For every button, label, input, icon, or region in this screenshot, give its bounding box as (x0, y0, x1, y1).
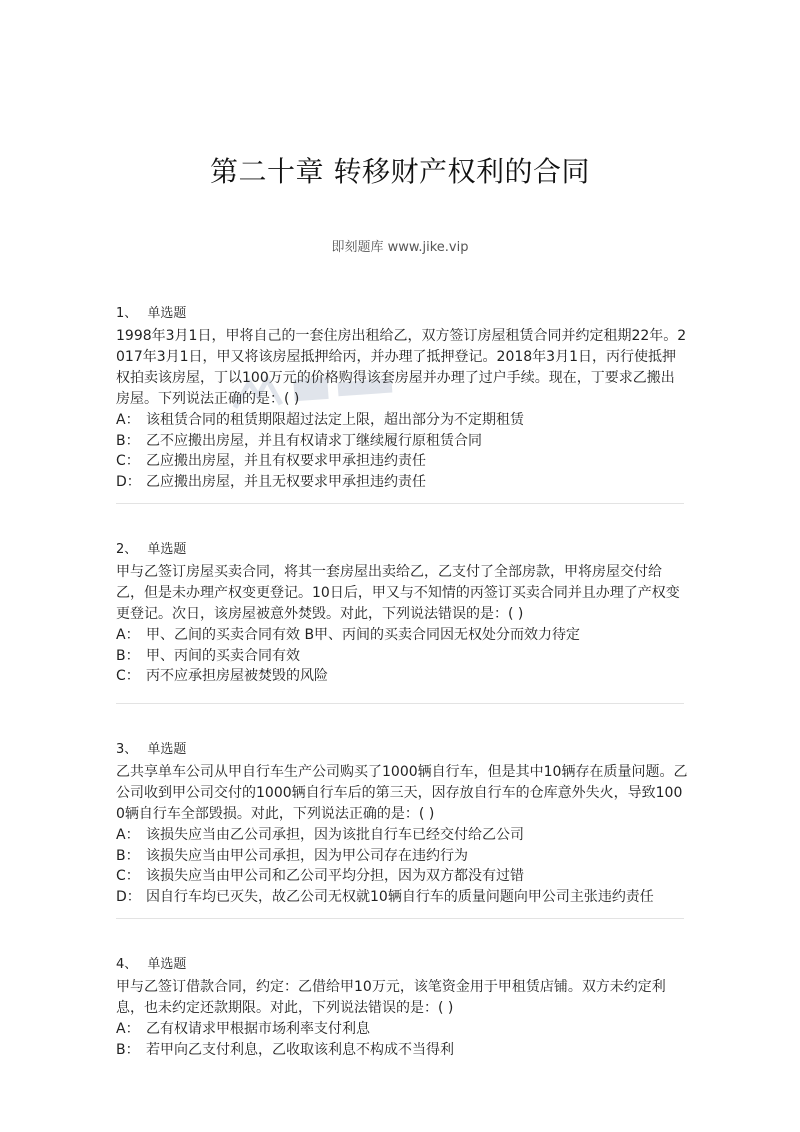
option-key: D： (116, 888, 141, 905)
question-text: 甲与乙签订房屋买卖合同，将其一套房屋出卖给乙，乙支付了全部房款，甲将房屋交付给乙，但是未办理产权变更登记。10日后，甲又与不知情的丙签订买卖合同并且办理了产权变更登记。次日，该房屋被意外焚毁。对此，下列说法错误的是：( ) (116, 564, 680, 622)
question-2 (116, 540, 688, 687)
question-header (116, 540, 688, 560)
option-text: 乙应搬出房屋，并且有权要求甲承担违约责任 (146, 453, 426, 469)
option-b (116, 646, 688, 667)
question-text: 1998年3月1日，甲将自己的一套住房出租给乙，双方签订房屋租赁合同并约定租期22年。2017年3月1日，甲又将该房屋抵押给丙，并办理了抵押登记。2018年3月1日，丙行使抵押权拍卖该房屋，丁以100万元的价格购得该套房屋并办理了过户手续。现在，丁要求乙搬出房屋。下列说法正确的是：( ) (116, 328, 687, 407)
question-number: 2、 (116, 542, 138, 557)
option-text: 该损失应当由甲公司和乙公司平均分担，因为双方都没有过错 (146, 868, 524, 884)
option-a (116, 825, 688, 846)
option-a (116, 1019, 688, 1040)
question-type: 单选题 (147, 742, 187, 757)
document-subtitle: 即刻题库 www.jike.vip (331, 240, 469, 255)
option-text: 甲、丙间的买卖合同有效 (146, 647, 300, 664)
option-key: A： (116, 1021, 140, 1037)
option-text: 该损失应当由乙公司承担，因为该批自行车已经交付给乙公司 (146, 827, 524, 843)
option-b (116, 846, 688, 867)
option-a (116, 625, 688, 646)
option-text: 乙应搬出房屋，并且无权要求甲承担违约责任 (146, 473, 426, 490)
question-3 (116, 740, 688, 907)
question-4 (116, 955, 688, 1060)
question-text: 乙共享单车公司从甲自行车生产公司购买了1000辆自行车，但是其中10辆存在质量问题。乙公司收到甲公司交付的1000辆自行车后的第三天，因存放自行车的仓库意外失火，导致1000辆自行车全部毁损。对此，下列说法正确的是：( ) (116, 764, 688, 822)
option-c (116, 866, 688, 887)
question-header (116, 740, 688, 760)
question-number: 3、 (116, 742, 138, 757)
option-text: 若甲向乙支付利息，乙收取该利息不构成不当得利 (146, 1041, 454, 1058)
question-number: 1、 (116, 306, 138, 321)
option-key: B： (116, 647, 140, 664)
option-d (116, 887, 688, 908)
question-type: 单选题 (147, 957, 187, 972)
option-key: C： (116, 453, 140, 469)
option-c (116, 451, 688, 472)
option-text: 甲、乙间的买卖合同有效 B甲、丙间的买卖合同因无权处分而效力待定 (146, 627, 581, 643)
option-b (116, 431, 688, 452)
option-key: C： (116, 868, 140, 884)
option-key: D： (116, 473, 141, 490)
option-key: C： (116, 668, 140, 684)
option-a (116, 410, 688, 431)
option-text: 丙不应承担房屋被焚毁的风险 (146, 668, 328, 684)
option-text: 乙有权请求甲根据市场利率支付利息 (146, 1021, 370, 1037)
option-key: A： (116, 627, 140, 643)
option-text: 该损失应当由甲公司承担，因为甲公司存在违约行为 (146, 847, 468, 864)
option-b (116, 1040, 688, 1061)
question-1 (116, 304, 688, 492)
question-header (116, 955, 688, 975)
option-c (116, 666, 688, 687)
option-key: B： (116, 847, 140, 864)
question-divider (116, 918, 684, 919)
question-number: 4、 (116, 957, 138, 972)
question-text: 甲与乙签订借款合同，约定：乙借给甲10万元，该笔资金用于甲租赁店铺。双方未约定利息，也未约定还款期限。对此，下列说法错误的是：( ) (116, 979, 666, 1016)
option-text: 因自行车均已灭失，故乙公司无权就10辆自行车的质量问题向甲公司主张违约责任 (146, 888, 654, 905)
option-key: A： (116, 827, 140, 843)
question-divider (116, 703, 684, 704)
option-text: 该租赁合同的租赁期限超过法定上限，超出部分为不定期租赁 (146, 412, 524, 428)
option-text: 乙不应搬出房屋，并且有权请求丁继续履行原租赁合同 (146, 432, 482, 449)
question-type: 单选题 (147, 306, 187, 321)
question-header (116, 304, 688, 324)
question-type: 单选题 (147, 542, 187, 557)
option-key: B： (116, 1041, 140, 1058)
question-divider (116, 503, 684, 504)
option-key: B： (116, 432, 140, 449)
option-d (116, 472, 688, 493)
document-title: 第二十章 转移财产权利的合同 (210, 155, 590, 188)
option-key: A： (116, 412, 140, 428)
